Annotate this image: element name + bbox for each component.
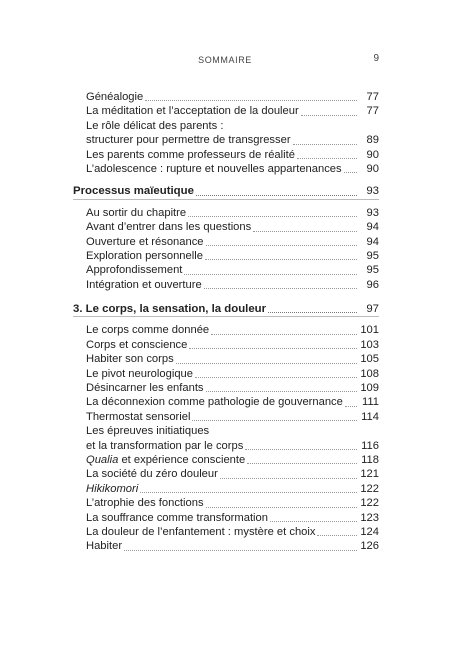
toc-entry[interactable] — [73, 119, 379, 133]
toc-entry-title: La méditation et l’acceptation de la douleur — [86, 105, 299, 118]
toc-entry-page: 101 — [360, 324, 379, 337]
toc-entry-page: 123 — [360, 511, 379, 524]
toc-entry-page: 77 — [366, 91, 379, 103]
page-header — [0, 52, 450, 68]
toc-entry-title: Exploration personnelle — [86, 249, 203, 262]
toc-entry-page: 111 — [361, 396, 379, 409]
toc-entry[interactable] — [73, 424, 379, 438]
toc-entry-title: La douleur de l’enfantement : mystère et choix — [86, 525, 316, 538]
toc-entry-page: 89 — [366, 134, 379, 147]
toc-heading-title: 3. Le corps, la sensation, la douleur — [73, 303, 267, 316]
toc-entry-title: Corps et conscience — [86, 338, 188, 351]
toc-entry-page: 103 — [360, 338, 379, 351]
toc-entry-title-italic: Qualia — [86, 453, 119, 466]
toc-heading-title: Processus maïeutique — [73, 185, 194, 198]
toc-heading-page: 93 — [366, 185, 379, 198]
leader-dots — [268, 312, 357, 313]
toc-entry-page: 122 — [360, 497, 379, 510]
spacer — [73, 176, 379, 184]
toc-entry[interactable] — [73, 148, 379, 162]
leader-dots — [297, 158, 357, 159]
toc-entry[interactable] — [73, 235, 379, 249]
spacer — [73, 292, 379, 302]
toc-entry-page: 77 — [366, 105, 379, 118]
toc-entry-page: 90 — [366, 162, 379, 175]
toc-entry-page: 126 — [360, 540, 379, 553]
leader-dots — [196, 195, 357, 196]
leader-dots — [301, 115, 357, 116]
toc-section-heading[interactable] — [73, 184, 379, 198]
leader-dots — [220, 478, 357, 479]
toc-entry[interactable] — [73, 338, 379, 352]
toc-entry-title: Avant d’entrer dans les questions — [86, 221, 252, 234]
toc-entry-page: 95 — [366, 249, 379, 262]
toc-entry-page: 121 — [360, 468, 379, 481]
toc-entry[interactable] — [73, 367, 379, 381]
leader-dots — [247, 463, 357, 464]
table-of-contents — [73, 90, 379, 554]
leader-dots — [206, 245, 357, 246]
running-title: SOMMAIRE — [198, 55, 252, 65]
leader-dots — [245, 449, 357, 450]
leader-dots — [211, 334, 357, 335]
toc-entry-page: 114 — [361, 410, 379, 423]
toc-entry[interactable] — [73, 467, 379, 481]
toc-entry-title: La déconnexion comme pathologie de gouvernance — [86, 396, 343, 409]
toc-entry[interactable] — [73, 439, 379, 453]
toc-entry-page: 94 — [366, 221, 379, 234]
leader-dots — [345, 406, 357, 407]
toc-entry-title: Les épreuves initiatiques — [86, 425, 210, 438]
toc-entry-page: 124 — [360, 525, 379, 538]
toc-entry-title: La souffrance comme transformation — [86, 511, 268, 524]
leader-dots — [317, 535, 357, 536]
toc-entry-title: Le corps comme donnée — [86, 324, 210, 337]
toc-entry-page: 122 — [360, 482, 379, 495]
toc-entry-title: Intégration et ouverture — [86, 278, 202, 291]
toc-entry-page: 109 — [360, 382, 379, 395]
toc-section-heading[interactable] — [73, 302, 379, 316]
toc-entry-title-wrap — [86, 453, 245, 467]
toc-entry-page: 118 — [361, 453, 379, 466]
toc-entry[interactable] — [73, 162, 379, 176]
toc-entry-page: 116 — [361, 439, 379, 452]
leader-dots — [204, 288, 357, 289]
leader-dots — [206, 391, 357, 392]
toc-entry-page: 108 — [360, 367, 379, 380]
leader-dots — [184, 274, 357, 275]
toc-entry-title: et la transformation par le corps — [86, 439, 244, 452]
leader-dots — [344, 172, 357, 173]
toc-entry-title-rest: et expérience consciente — [118, 453, 246, 466]
toc-entry-title: Habiter — [86, 540, 123, 553]
toc-entry-title: Habiter son corps — [86, 353, 174, 366]
leader-dots — [189, 348, 357, 349]
toc-entry[interactable] — [73, 352, 379, 366]
leader-dots — [253, 231, 357, 232]
toc-entry[interactable] — [73, 220, 379, 234]
leader-dots — [270, 521, 357, 522]
leader-dots — [176, 363, 357, 364]
toc-entry-title: Désincarner les enfants — [86, 382, 204, 395]
toc-entry[interactable] — [73, 525, 379, 539]
toc-entry-title: L’adolescence : rupture et nouvelles appartenances — [86, 162, 342, 175]
leader-dots — [140, 492, 357, 493]
toc-entry-title: Au sortir du chapitre — [86, 206, 187, 219]
toc-entry[interactable] — [73, 206, 379, 220]
toc-entry[interactable] — [73, 410, 379, 424]
toc-entry-page: 94 — [366, 235, 379, 248]
toc-entry-title: Approfondissement — [86, 264, 183, 277]
leader-dots — [293, 144, 357, 145]
toc-entry-title: Le rôle délicat des parents : — [86, 119, 224, 132]
leader-dots — [145, 100, 357, 101]
toc-entry[interactable] — [73, 511, 379, 525]
leader-dots — [192, 420, 357, 421]
toc-entry-title: Hikikomori — [86, 482, 139, 495]
toc-entry[interactable] — [73, 323, 379, 337]
toc-entry-title: Généalogie — [86, 91, 144, 103]
leader-dots — [195, 377, 357, 378]
toc-entry[interactable] — [73, 90, 379, 104]
page-number: 9 — [373, 53, 379, 64]
toc-entry-page: 96 — [366, 278, 379, 291]
toc-entry[interactable] — [73, 263, 379, 277]
toc-entry-page: 105 — [360, 353, 379, 366]
leader-dots — [124, 550, 357, 551]
toc-heading-page: 97 — [366, 303, 379, 316]
toc-entry[interactable] — [73, 453, 379, 467]
toc-entry[interactable] — [73, 539, 379, 553]
toc-entry-title: Ouverture et résonance — [86, 235, 204, 248]
toc-entry-title: structurer pour permettre de transgresser — [86, 134, 291, 147]
toc-entry-title: Thermostat sensoriel — [86, 410, 191, 423]
toc-entry[interactable] — [73, 249, 379, 263]
toc-entry[interactable] — [73, 482, 379, 496]
leader-dots — [206, 507, 357, 508]
toc-entry[interactable] — [73, 133, 379, 147]
leader-dots — [205, 259, 357, 260]
toc-entry[interactable] — [73, 278, 379, 292]
toc-entry[interactable] — [73, 395, 379, 409]
toc-entry[interactable] — [73, 496, 379, 510]
toc-entry[interactable] — [73, 104, 379, 118]
toc-entry-title: Les parents comme professeurs de réalité — [86, 148, 295, 161]
toc-entry-page: 90 — [366, 148, 379, 161]
toc-entry[interactable] — [73, 381, 379, 395]
toc-entry-title: La société du zéro douleur — [86, 468, 218, 481]
toc-entry-title: L’atrophie des fonctions — [86, 497, 204, 510]
toc-entry-page: 93 — [366, 206, 379, 219]
toc-entry-title: Le pivot neurologique — [86, 367, 193, 380]
leader-dots — [188, 216, 357, 217]
toc-entry-page: 95 — [366, 264, 379, 277]
